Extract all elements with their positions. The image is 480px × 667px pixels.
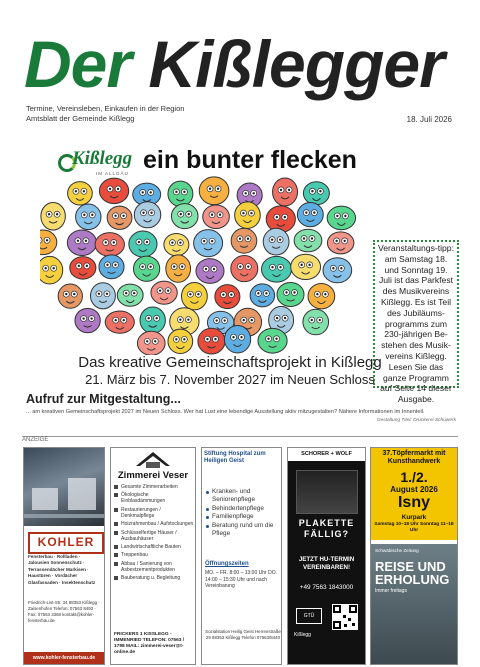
face-drawing [70,257,96,279]
face-drawing [168,329,193,353]
veser-service-list [114,484,194,584]
face-drawing [117,284,143,306]
spital-hours: MO. – FR. 8:00 – 13:00 Uhr DO. 14:00 – 15:30 Uhr und nach Vereinbarung [205,570,277,589]
masthead-word-kisslegger: Kißlegger [148,27,444,101]
kohler-brand: KOHLER [28,532,104,554]
face-drawing [99,178,128,204]
veser-service-item: Gesamte Zimmerarbeiten [114,484,194,490]
divider [22,436,458,437]
face-drawing [308,284,335,309]
face-drawing [327,232,353,254]
kohler-services: Fensterbau · Rollladen · Jalousien Sonnenschutz · Terrassendächer Markisen · Haustüren · Vordächer Glasfassaden · Insektenschutz [28,554,96,585]
spital-service-list [205,488,281,538]
design-credit: Gestaltung Titel: Druckerei Schuwerk [376,418,456,423]
toepfermarkt-panel [371,448,457,540]
masthead-word-der: Der [24,27,132,101]
travel-promo [371,544,457,664]
kisslegg-logo [58,150,136,178]
ad-toepfermarkt[interactable] [370,447,458,665]
face-drawing [250,284,275,307]
face-drawing [198,328,225,354]
veser-service-item: Schlüsselfertige Häuser / Ausbauhäuser [114,530,194,542]
project-title: Das kreative Gemeinschaftsprojekt in Kißlegg [78,354,382,371]
ad-kohler[interactable] [23,447,105,665]
face-drawing [224,325,250,353]
face-drawing [133,256,159,281]
kohler-house-photo [24,448,104,526]
face-drawing [99,255,124,279]
spital-title: Stiftung Hospital zum Heiligen Geist [204,451,266,464]
face-drawing [235,202,261,229]
veser-service-item: Abbau / Sanierung von Asbestzementprodukten [114,561,194,573]
face-drawing [262,256,292,282]
face-drawing [151,281,177,304]
face-drawing [168,181,193,206]
call-to-participate: Aufruf zur Mitgestaltung... [26,392,181,406]
toepfer-venue: Kurpark [401,514,427,521]
veser-contact: FRICKERS 1 KISSLEGG - IMMENRIED TELEFON: 07563 / 1798 MAIL: zimmerei-veser@t-online.de [114,632,185,655]
schorer-location: Kißlegg [294,632,311,638]
face-drawing [76,204,101,230]
face-drawing [68,182,93,205]
schorer-phone[interactable]: +49 7563 1843000 [299,584,354,591]
face-drawing [303,182,329,205]
face-drawing [199,177,229,205]
ad-stiftung-hospital[interactable] [201,447,282,665]
face-drawing [327,206,355,230]
roof-icon [136,452,170,468]
spital-service-item: Kranken- und Seniorenpflege [205,488,281,505]
face-drawing [129,231,157,257]
face-drawing [105,311,134,333]
face-drawing [41,202,65,230]
face-drawing [40,256,63,284]
face-drawing [58,284,82,308]
travel-sub: Immer freitags [375,588,407,594]
spital-service-item: Behindertenpflege [205,505,281,513]
face-drawing [196,259,224,284]
car-photo [296,470,358,514]
spital-address: Sozialstation Heilig Geist Herrenstraße 29 88353 Kißlegg Telefon 07563/8440 [205,629,281,640]
newspaper-name: Schwäbische Zeitung [375,548,419,553]
toepfer-times: Samstag 10–18 Uhr Sonntag 11–18 Uhr [374,522,454,533]
face-drawing [273,178,298,206]
headline: ein bunter flecken [143,146,357,174]
face-drawing [291,254,321,279]
face-drawing [231,255,258,281]
spital-service-item: Beratung rund um die Pflege [205,522,281,539]
logo-brand: Kißlegg [72,148,133,169]
face-drawing [258,328,287,353]
face-drawing [140,307,165,333]
gtu-logo: GTÜ [296,608,322,624]
face-drawing [297,203,323,227]
project-lead: ... am kreativen Gemeinschaftsprojekt 2027 im Neuen Schloss. Wer hat Lust eine lebendige Ausstellung aktiv mitzugestalten? Nähere Informationen im Innenteil. [26,409,425,415]
face-drawing [75,308,100,332]
qr-code-icon[interactable] [332,604,358,630]
face-drawing [107,206,132,229]
veser-service-item: Holzrahmenbau / Aufstockungen [114,521,194,527]
travel-title: REISE UND ERHOLUNG [375,559,450,587]
face-drawing [203,205,230,229]
masthead-subline [26,104,184,124]
ad-schorer-wolf[interactable] [287,447,366,665]
spital-hours-title: Öffnungszeiten [205,561,249,567]
veser-service-item: Restaurierungen / Denkmalpflege [114,507,194,519]
toepfer-days: 1./2. [400,469,428,485]
project-dates: 21. März bis 7. November 2027 im Neuen Schloss [85,372,375,387]
event-tip-box: Veranstaltungs-tipp: am Samstag 18. und Sonntag 19. Juli ist das Parkfest des Musikvereins Kißlegg. Es ist Teil des Jubiläums-programms zum 230-jährigen Be-stehen des Musik-vereins Kißlegg. Lesen Sie das ganze Programm auf Seite 14 dieser Ausgabe. [373,240,459,388]
veser-service-item: Treppenbau [114,552,194,558]
subline-1: Termine, Vereinsleben, Einkaufen in der Region [26,104,185,113]
veser-service-item: Ökologische Einblasdämmungen [114,492,194,504]
face-drawing [67,230,96,256]
masthead-title [24,28,444,100]
toepfer-town: Isny [397,494,430,511]
face-drawing [215,285,240,309]
subline-2: Amtsblatt der Gemeinde Kißlegg [26,114,135,123]
face-drawing [277,283,304,307]
face-drawing [266,206,295,232]
face-drawing [166,255,191,282]
anzeige-label: ANZEIGE [22,437,51,443]
face-drawing [164,234,189,256]
schorer-plakette: PLAKETTE FÄLLIG? [298,518,355,539]
spital-service-item: Familienpflege [205,513,281,521]
veser-service-item: Bauberatung u. Begleitung [114,575,194,581]
face-drawing [303,309,329,335]
face-drawing [181,282,207,309]
face-drawing [134,202,160,228]
toepfer-heading: 37.Töpfermarkt mit Kunsthandwerk [382,450,446,465]
logo-tag: IM ALLGÄU [96,171,129,176]
face-drawing [294,229,322,252]
face-drawing [40,230,57,255]
toepfer-month: August 2026 [390,485,438,494]
face-drawing [171,204,198,229]
issue-date: 18. Juli 2026 [406,115,452,124]
face-drawing [95,233,124,257]
ad-zimmerei-veser[interactable] [110,447,196,665]
faces-illustration [40,175,375,355]
veser-title: Zimmerei Veser [117,470,189,481]
face-drawing [323,258,352,283]
face-drawing [137,331,165,355]
face-drawing [231,228,257,253]
face-drawing [263,228,289,255]
veser-service-item: Landwirtschaftliche Bauten [114,544,194,550]
kohler-website[interactable]: www.kohler-fensterbau.de [24,652,104,664]
schorer-cta: JETZT HU-TERMIN VEREINBAREN! [298,556,355,571]
schorer-brand: SCHORER + WOLF [288,448,365,461]
face-drawing [194,230,223,257]
face-drawing [90,283,115,309]
kohler-address: Friedrich-List-Str. 34 88353 Kißlegg · Zaisenhofen Telefon: 07563 8493 · Fax: 07563 3368 kontakt@kohler-fensterbau.de [28,600,100,623]
